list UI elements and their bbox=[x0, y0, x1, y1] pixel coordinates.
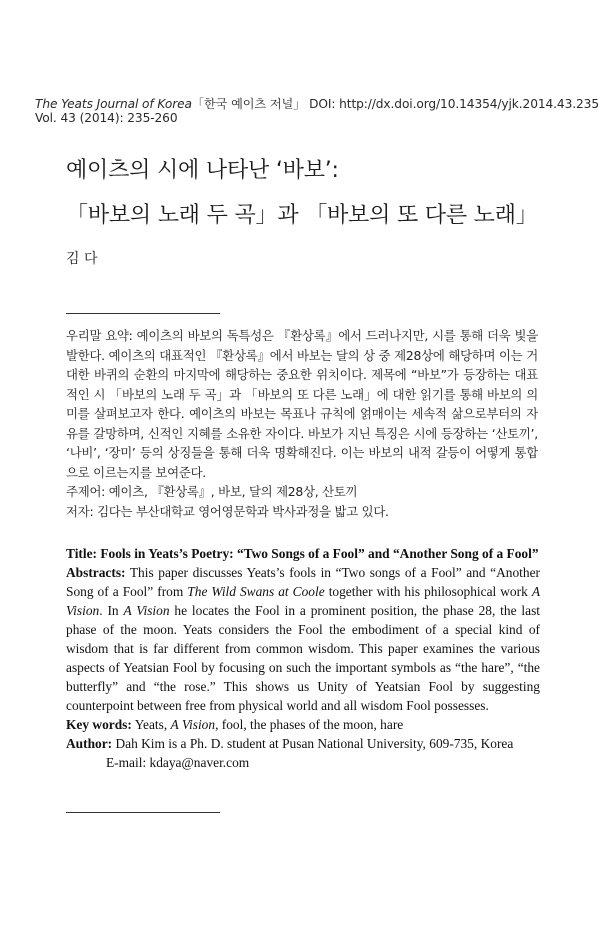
english-abstract bbox=[66, 563, 540, 715]
paper-title-line2: 「바보의 노래 두 곡」과 「바보의 또 다른 노래」 bbox=[66, 203, 538, 228]
english-title bbox=[66, 544, 540, 563]
abstract-text: . In bbox=[99, 603, 124, 618]
korean-author bbox=[66, 502, 538, 522]
abstract-text: This paper discusses Yeats’s fools in “Two songs of a Fool” and “Another Song of a Fool” from bbox=[66, 565, 540, 599]
korean-abstract bbox=[66, 326, 538, 482]
korean-abstract-text: 예이츠의 바보의 독특성은 『환상록』에서 드러나지만, 시를 통해 더욱 빛을 발한다. 예이츠의 대표적인 『환상록』에서 바보는 달의 상 중 제28상에 해당하며 이는 거대한 바퀴의 순환의 마지막에 해당하는 중요한 위치이다. 제목에 “바보”가 등장하는 대표적인 시 「바보의 노래 두 곡」과 「바보의 또 다른 노래」에 대한 읽기를 통해 바보의 의미를 살펴보고자 한다. 예이츠의 바보는 목표나 규칙에 얽매이는 세속적 삶으로부터의 자유를 갈망하며, 신적인 지혜를 소유한 자이다. 바보가 지닌 특징은 시에 등장하는 ‘산토끼’, ‘나비’, ‘장미’ 등의 상징들을 통해 더욱 명확해진다. 이는 바보의 내적 갈등이 어떻게 통합으로 이르는지를 보여준다. bbox=[66, 328, 538, 480]
author-name: 김 다 bbox=[66, 251, 98, 267]
keywords-text: , fool, the phases of the moon, hare bbox=[215, 717, 404, 732]
journal-title-en: The Yeats Journal of Korea bbox=[35, 97, 192, 111]
english-abstract-block bbox=[66, 544, 540, 772]
korean-abstract-label: 우리말 요약: bbox=[66, 328, 133, 343]
english-keywords-label: Key words: bbox=[66, 717, 132, 732]
korean-keywords-label: 주제어: bbox=[66, 484, 106, 499]
abstract-text: he locates the Fool in a prominent position, the phase 28, the last phase of the moon. Yeats considers the Fool the embodiment of a special kind of wisdom that is far different from common wisdom. This paper examines the various aspects of Yeatsian Fool by focusing on such the important symbols as “the hare”, “the butterfly” and “the rose.” This shows us Unity of Yeatsian Fool by suggesting counterpoint between free from physical world and all wisdom Fool possesses. bbox=[66, 603, 541, 713]
english-keywords bbox=[66, 715, 540, 734]
korean-author-text: 김다는 부산대학교 영어영문학과 박사과정을 밟고 있다. bbox=[93, 503, 389, 519]
keywords-text: Yeats, bbox=[131, 717, 171, 732]
journal-header bbox=[35, 95, 599, 112]
book-title: A Vision bbox=[170, 717, 216, 732]
author-email: E-mail: kdaya@naver.com bbox=[106, 755, 250, 770]
english-author-label: Author: bbox=[66, 736, 113, 751]
book-title: The Wild Swans at Coole bbox=[187, 584, 325, 599]
doi: DOI: http://dx.doi.org/10.14354/yjk.2014.43.235 bbox=[309, 97, 599, 111]
journal-title-ko: 「한국 예이츠 저널」 bbox=[191, 97, 306, 111]
english-title-label: Title: bbox=[66, 546, 97, 561]
english-author-text: Dah Kim is a Ph. D. student at Pusan National University, 609-735, Korea bbox=[112, 736, 514, 751]
abstract-text: together with his philosophical work bbox=[324, 584, 532, 599]
korean-author-label: 저자: bbox=[66, 503, 94, 519]
korean-keywords bbox=[66, 482, 538, 502]
english-author bbox=[66, 734, 540, 753]
english-title-text: Fools in Yeats’s Poetry: “Two Songs of a Fool” and “Another Song of a Fool” bbox=[97, 546, 539, 561]
book-title: A Vision bbox=[66, 584, 540, 618]
book-title: A Vision bbox=[123, 603, 170, 618]
english-abstract-label: Abstracts: bbox=[66, 565, 126, 580]
paper-title-line1: 예이츠의 시에 나타난 ‘바보’: bbox=[66, 158, 339, 183]
divider bbox=[66, 313, 220, 314]
divider bbox=[66, 812, 220, 813]
korean-abstract-block bbox=[66, 326, 538, 521]
volume-info: Vol. 43 (2014): 235-260 bbox=[35, 111, 178, 125]
korean-keywords-text: 예이츠, 『환상록』, 바보, 달의 제28상, 산토끼 bbox=[105, 484, 358, 499]
